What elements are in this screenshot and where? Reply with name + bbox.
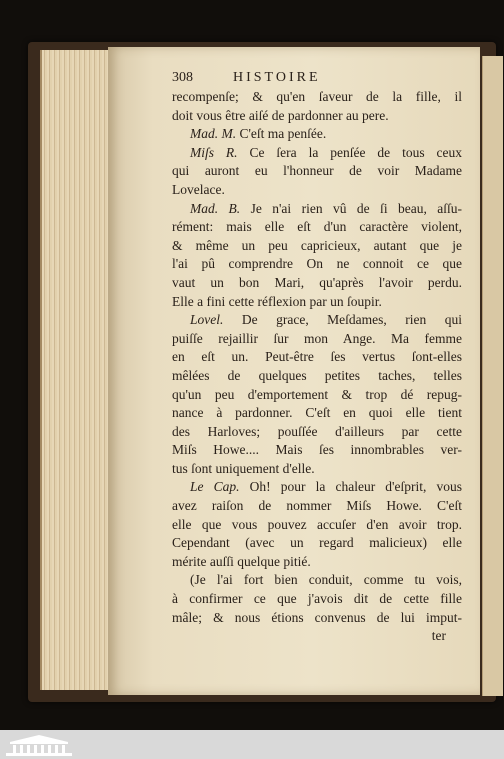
running-head: HISTOIRE xyxy=(233,70,321,85)
line-text: en eſt un. Peut-être ſes vertus ſont-elles xyxy=(172,349,462,365)
line-text: rément: mais elle eſt d'un caractère violent, xyxy=(172,219,462,235)
text-line xyxy=(172,534,462,553)
line-text: Cependant (avec un regard malicieux) elle xyxy=(172,535,462,551)
speaker-name: Mad. M. xyxy=(190,126,237,142)
line-text: à confirmer ce que j'avois dit de cette fille xyxy=(172,591,462,607)
text-line xyxy=(172,218,462,237)
text-line xyxy=(172,293,462,312)
footer-bar xyxy=(0,730,504,759)
text-line xyxy=(172,88,462,107)
text-line xyxy=(172,162,462,181)
catchword: ter xyxy=(431,628,446,644)
line-text: mérite auſſi quelque pitié. xyxy=(172,553,311,569)
line-text: mêlées de quelques petites taches, telles xyxy=(172,367,462,383)
line-text: puiſſe rejaillir ſur mon Ange. Ma femme xyxy=(172,330,462,346)
line-text: elle que vous pouvez accuſer d'en avoir trop. xyxy=(172,516,462,532)
library-building-icon xyxy=(4,733,74,757)
text-line xyxy=(172,348,462,367)
line-text: Miſs Howe.... Mais ſes innombrables ver- xyxy=(172,442,462,458)
page-text xyxy=(172,70,462,646)
speaker-name: Le Cap. xyxy=(190,479,240,495)
line-text: avez raiſon de nommer Miſs Howe. C'eſt xyxy=(172,498,462,514)
speaker-name: Lovel. xyxy=(190,312,224,328)
speaker-name: Miſs R. xyxy=(190,144,238,160)
text-line xyxy=(172,516,462,535)
page-number: 308 xyxy=(172,70,193,85)
text-lines xyxy=(172,88,462,627)
text-line xyxy=(172,423,462,442)
line-text: Lovelace. xyxy=(172,181,225,197)
text-line xyxy=(172,441,462,460)
text-line xyxy=(172,274,462,293)
text-line xyxy=(172,404,462,423)
text-line xyxy=(172,311,462,330)
line-text: Oh! pour la chaleur d'eſprit, vous xyxy=(239,479,462,495)
text-line xyxy=(172,181,462,200)
text-line xyxy=(172,255,462,274)
line-text: mâle; & nous étions convenus de lui imput- xyxy=(172,609,462,625)
text-line xyxy=(172,237,462,256)
line-text: Ce ſera la penſée de tous ceux xyxy=(237,144,462,160)
line-text: doit vous être aiſé de pardonner au pere. xyxy=(172,107,389,123)
text-line xyxy=(172,125,462,144)
text-line xyxy=(172,330,462,349)
line-text: recompenſe; & qu'en ſaveur de la fille, il xyxy=(172,89,462,104)
line-text: De grace, Meſdames, rien qui xyxy=(223,312,462,328)
text-line xyxy=(172,460,462,479)
text-line xyxy=(172,144,462,163)
text-line xyxy=(172,200,462,219)
line-text: Elle a fini cette réflexion par un ſoupir. xyxy=(172,293,382,309)
text-line xyxy=(172,553,462,572)
line-text: des Harloves; pouſſée d'ailleurs par cette xyxy=(172,423,462,439)
text-line xyxy=(172,609,462,628)
text-line xyxy=(172,497,462,516)
line-text: vaut un bon Mari, qu'après l'avoir perdu. xyxy=(172,274,462,290)
line-text: qu'un peu d'emportement & trop dé repug- xyxy=(172,386,462,402)
line-text: & même un peu capricieux, autant que je xyxy=(172,237,462,253)
line-text: qui auront eu l'honneur de voir Madame xyxy=(172,163,462,179)
text-line xyxy=(172,367,462,386)
line-text: l'ai pû comprendre On ne connoit ce que xyxy=(172,256,462,272)
line-text: (Je l'ai fort bien conduit, comme tu vois, xyxy=(190,572,462,588)
running-header xyxy=(172,70,462,86)
line-text: C'eſt ma penſée. xyxy=(236,126,327,142)
line-text: Je n'ai rien vû de ſi beau, aſſu- xyxy=(240,200,462,216)
line-text: nance à pardonner. C'eſt en quoi elle tient xyxy=(172,405,462,421)
text-line xyxy=(172,478,462,497)
text-line xyxy=(172,590,462,609)
text-line xyxy=(172,386,462,405)
text-line xyxy=(172,107,462,126)
text-line xyxy=(172,571,462,590)
speaker-name: Mad. B. xyxy=(190,200,241,216)
next-page-edge xyxy=(482,56,503,696)
line-text: tus ſont uniquement d'elle. xyxy=(172,460,315,476)
